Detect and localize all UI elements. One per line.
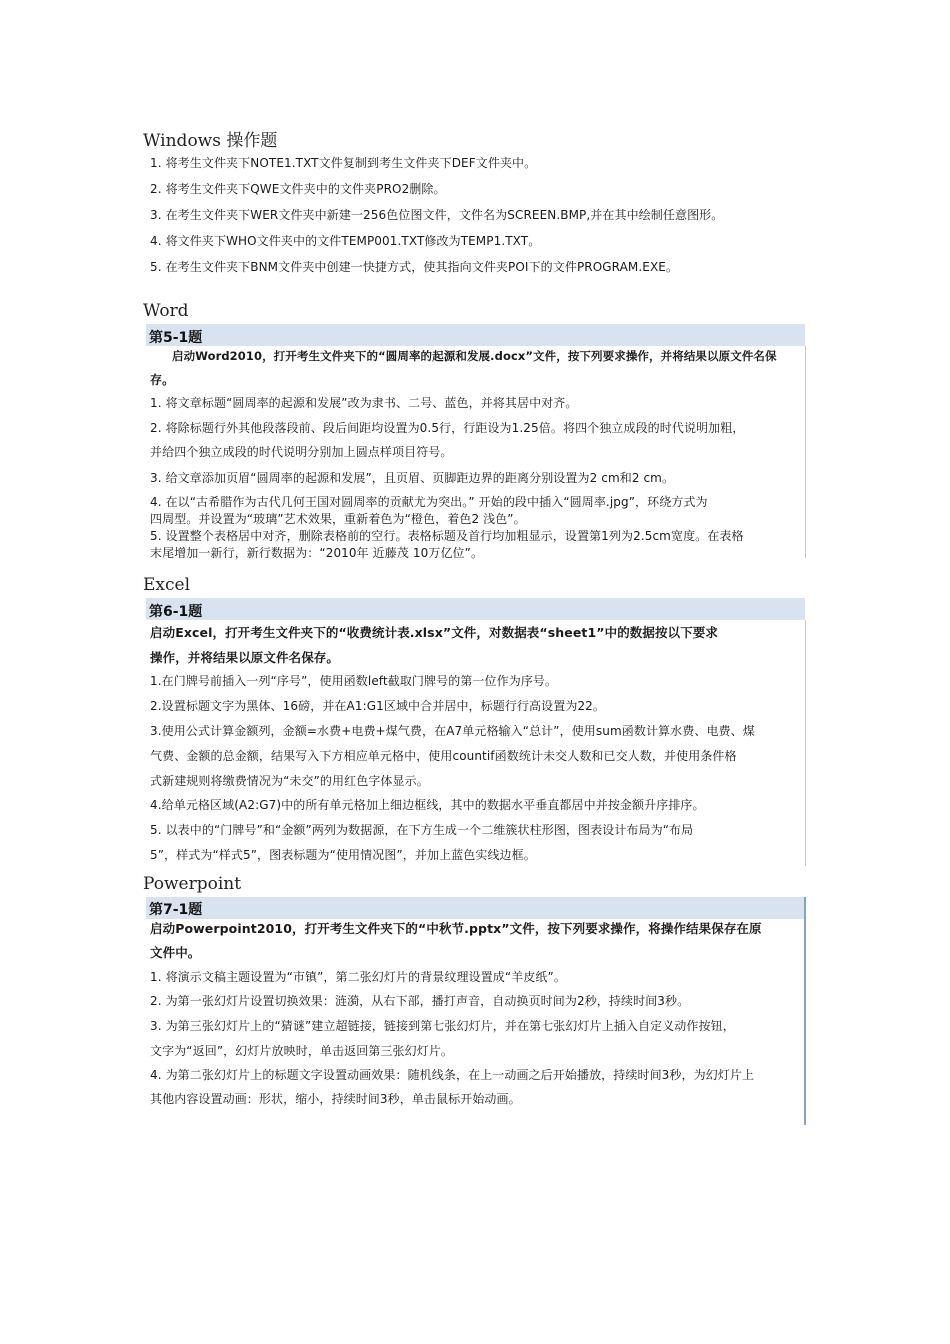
excel-item: 2.设置标题文字为黑体、16磅，并在A1:G1区域中合并居中，标题行行高设置为22。 [150, 699, 606, 713]
windows-item: 3. 在考生文件夹下WER文件夹中新建一256色位图文件，文件名为SCREEN.BMP,并在其中绘制任意图形。 [150, 208, 724, 222]
excel-item: 4.给单元格区域(A2:G7)中的所有单元格加上细边框线，其中的数据水平垂直都居中并按金额升序排序。 [150, 798, 705, 812]
powerpoint-item: 1. 将演示文稿主题设置为“市镇”，第二张幻灯片的背景纹理设置成“羊皮纸”。 [150, 970, 566, 984]
powerpoint-item: 3. 为第三张幻灯片上的“猜谜”建立超链接，链接到第七张幻灯片，并在第七张幻灯片上插入自定义动作按钮， [150, 1019, 735, 1033]
powerpoint-section-title: Powerpoint [143, 874, 242, 894]
powerpoint-item: 4. 为第二张幻灯片上的标题文字设置动画效果：随机线条，在上一动画之后开始播放，持续时间3秒，为幻灯片上 [150, 1068, 755, 1082]
excel-item: 1.在门牌号前插入一列“序号”，使用函数left截取门牌号的第一位作为序号。 [150, 674, 558, 688]
excel-header-band [146, 598, 805, 620]
excel-section-title: Excel [143, 575, 191, 595]
powerpoint-intro: 文件中。 [150, 945, 201, 960]
windows-item: 2. 将考生文件夹下QWE文件夹中的文件夹PRO2删除。 [150, 182, 446, 196]
windows-item: 1. 将考生文件夹下NOTE1.TXT文件复制到考生文件夹下DEF文件夹中。 [150, 156, 537, 170]
powerpoint-item: 其他内容设置动画：形状，缩小，持续时间3秒，单击鼠标开始动画。 [150, 1092, 521, 1106]
word-item: 4. 在以“古希腊作为古代几何王国对圆周率的贡献尤为突出。” 开始的段中插入“圆周率.jpg”，环绕方式为 [150, 495, 708, 509]
word-item: 3. 给文章添加页眉“圆周率的起源和发展”，且页眉、页脚距边界的距离分别设置为2 cm和2 cm。 [150, 471, 675, 485]
word-item: 1. 将文章标题“圆周率的起源和发展”改为隶书、二号、蓝色，并将其居中对齐。 [150, 396, 578, 410]
excel-item: 式新建规则将缴费情况为“未交”的用红色字体显示。 [150, 774, 429, 788]
excel-intro: 操作，并将结果以原文件名保存。 [150, 650, 340, 665]
word-item: 四周型。并设置为“玻璃”艺术效果，重新着色为“橙色，着色2 浅色”。 [150, 512, 526, 526]
excel-item: 5”，样式为“样式5”，图表标题为“使用情况图”，并加上蓝色实线边框。 [150, 848, 536, 862]
powerpoint-right-border [804, 897, 806, 1125]
excel-right-border [805, 620, 806, 866]
word-question-header: 第5-1题 [149, 330, 203, 346]
powerpoint-intro: 启动Powerpoint2010，打开考生文件夹下的“中秋节.pptx”文件，按下列要求操作，将操作结果保存在原 [150, 921, 762, 936]
windows-section-title: Windows 操作题 [143, 131, 278, 151]
word-right-border [805, 346, 806, 558]
word-section-title: Word [143, 301, 189, 321]
excel-item: 5. 以表中的“门牌号”和“金额”两列为数据源，在下方生成一个二维簇状柱形图，图表设计布局为“布局 [150, 823, 694, 837]
word-item: 末尾增加一新行，新行数据为：“2010年 近藤茂 10万亿位”。 [150, 546, 484, 560]
powerpoint-question-header: 第7-1题 [149, 902, 203, 918]
word-intro: 存。 [150, 373, 175, 387]
powerpoint-item: 2. 为第一张幻灯片设置切换效果：涟漪，从右下部，播打声音，自动换页时间为2秒，持续时间3秒。 [150, 994, 690, 1008]
excel-question-header: 第6-1题 [149, 604, 203, 620]
windows-item: 5. 在考生文件夹下BNM文件夹中创建一快捷方式，使其指向文件夹POI下的文件PROGRAM.EXE。 [150, 260, 679, 274]
word-intro: 启动Word2010，打开考生文件夹下的“圆周率的起源和发展.docx”文件，按下列要求操作，并将结果以原文件名保 [172, 349, 777, 363]
powerpoint-item: 文字为“返回”，幻灯片放映时，单击返回第三张幻灯片。 [150, 1044, 454, 1058]
word-item: 2. 将除标题行外其他段落段前、段后间距均设置为0.5行，行距设为1.25倍。将四个独立成段的时代说明加粗， [150, 421, 745, 435]
word-header-band [146, 324, 805, 346]
windows-item: 4. 将文件夹下WHO文件夹中的文件TEMP001.TXT修改为TEMP1.TXT。 [150, 234, 541, 248]
powerpoint-header-band [146, 897, 805, 919]
word-item: 5. 设置整个表格居中对齐，删除表格前的空行。表格标题及首行均加粗显示，设置第1列为2.5cm宽度。在表格 [150, 529, 744, 543]
excel-intro: 启动Excel，打开考生文件夹下的“收费统计表.xlsx”文件，对数据表“sheet1”中的数据按以下要求 [150, 625, 719, 640]
excel-item: 3.使用公式计算金额列，金额=水费+电费+煤气费，在A7单元格输入“总计”，使用sum函数计算水费、电费、煤 [150, 724, 755, 738]
excel-item: 气费、金额的总金额，结果写入下方相应单元格中，使用countif函数统计未交人数和已交人数，并使用条件格 [150, 749, 737, 763]
word-item: 并给四个独立成段的时代说明分别加上圆点样项目符号。 [150, 445, 453, 459]
